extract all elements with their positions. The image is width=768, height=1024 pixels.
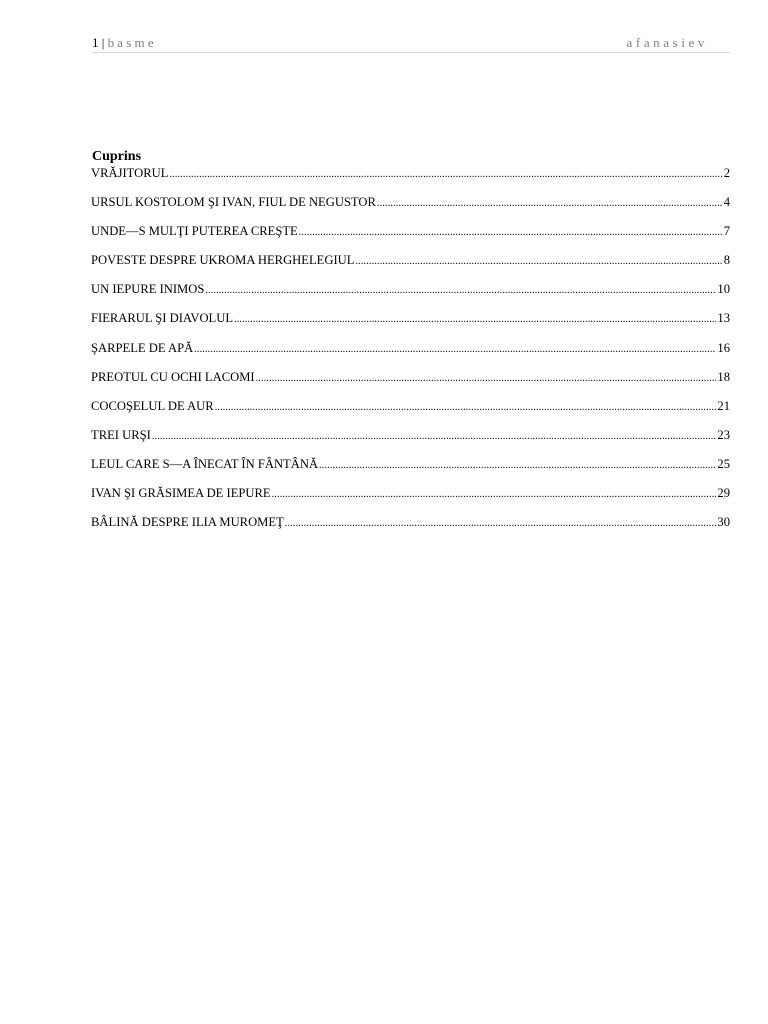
toc-entry-page: 8 <box>723 253 730 268</box>
toc-entry-page: 10 <box>717 282 730 297</box>
toc-entry-page: 29 <box>717 486 730 501</box>
toc-entry-page: 25 <box>717 456 730 471</box>
toc-dot-leader <box>319 458 716 474</box>
toc-entry-page: 2 <box>723 166 730 180</box>
toc-dot-leader <box>194 342 716 358</box>
toc-entry[interactable] <box>91 369 730 398</box>
toc-entry-title: FIERARUL ŞI DIAVOLUL <box>91 311 234 326</box>
toc-dot-leader <box>377 196 723 212</box>
toc-entry-title: PREOTUL CU OCHI LACOMI <box>91 369 255 384</box>
toc-dot-leader <box>169 167 722 183</box>
page-header <box>92 34 730 53</box>
toc-entry[interactable] <box>91 398 730 427</box>
toc-entry-title: URSUL KOSTOLOM ŞI IVAN, FIUL DE NEGUSTOR <box>91 195 376 210</box>
toc-entry[interactable] <box>91 252 730 281</box>
toc-dot-leader <box>299 225 723 241</box>
toc-entry-title: COCOŞELUL DE AUR <box>91 398 214 413</box>
toc-entry[interactable] <box>91 514 730 543</box>
toc-entry-page: 7 <box>723 224 730 239</box>
toc-entry-title: BÂLINĂ DESPRE ILIA MUROMEŢ <box>91 515 284 530</box>
toc-dot-leader <box>272 487 717 503</box>
toc-entry-page: 16 <box>717 340 730 355</box>
toc-entry-title: ŞARPELE DE APĂ <box>91 340 194 355</box>
toc-entry-page: 30 <box>717 515 730 530</box>
header-right-text: afanasiev <box>626 35 708 50</box>
toc-dot-leader <box>256 371 717 387</box>
toc-entry-page: 23 <box>717 427 730 442</box>
toc-dot-leader <box>355 254 722 270</box>
toc-entry-title: TREI URŞI <box>91 427 151 442</box>
toc-entry-page: 13 <box>717 311 730 326</box>
toc-entry-title: POVESTE DESPRE UKROMA HERGHELEGIUL <box>91 253 355 268</box>
toc-entry[interactable] <box>91 427 730 456</box>
toc-entry[interactable] <box>91 281 730 310</box>
toc-entry-title: VRĂJITORUL <box>91 166 169 180</box>
header-left <box>92 34 157 52</box>
toc-dot-leader <box>152 429 717 445</box>
toc-entry[interactable] <box>91 485 730 514</box>
toc-entry-title: LEUL CARE S—A ÎNECAT ÎN FÂNTÂNĂ <box>91 456 319 471</box>
toc-entry[interactable] <box>91 456 730 485</box>
toc-entry-title: UNDE—S MULŢI PUTEREA CREŞTE <box>91 224 298 239</box>
toc-entry[interactable] <box>91 340 730 369</box>
toc-entry[interactable] <box>91 310 730 339</box>
toc-entry-page: 21 <box>717 398 730 413</box>
header-separator: | <box>101 35 105 50</box>
toc-title: Cuprins <box>92 149 142 164</box>
toc-dot-leader <box>205 283 716 299</box>
toc-entry[interactable] <box>91 165 730 194</box>
toc-entry-title: UN IEPURE INIMOS <box>91 282 205 297</box>
header-page-number: 1 <box>92 35 99 50</box>
toc-entry-page: 4 <box>723 195 730 210</box>
toc-dot-leader <box>285 516 717 532</box>
toc-entry[interactable] <box>91 223 730 252</box>
toc-entry-page: 18 <box>717 369 730 384</box>
table-of-contents <box>91 165 730 543</box>
toc-entry-title: IVAN ŞI GRĂSIMEA DE IEPURE <box>91 486 271 501</box>
header-left-text: basme <box>107 35 157 50</box>
toc-dot-leader <box>215 400 717 416</box>
toc-entry[interactable] <box>91 194 730 223</box>
toc-dot-leader <box>234 312 716 328</box>
